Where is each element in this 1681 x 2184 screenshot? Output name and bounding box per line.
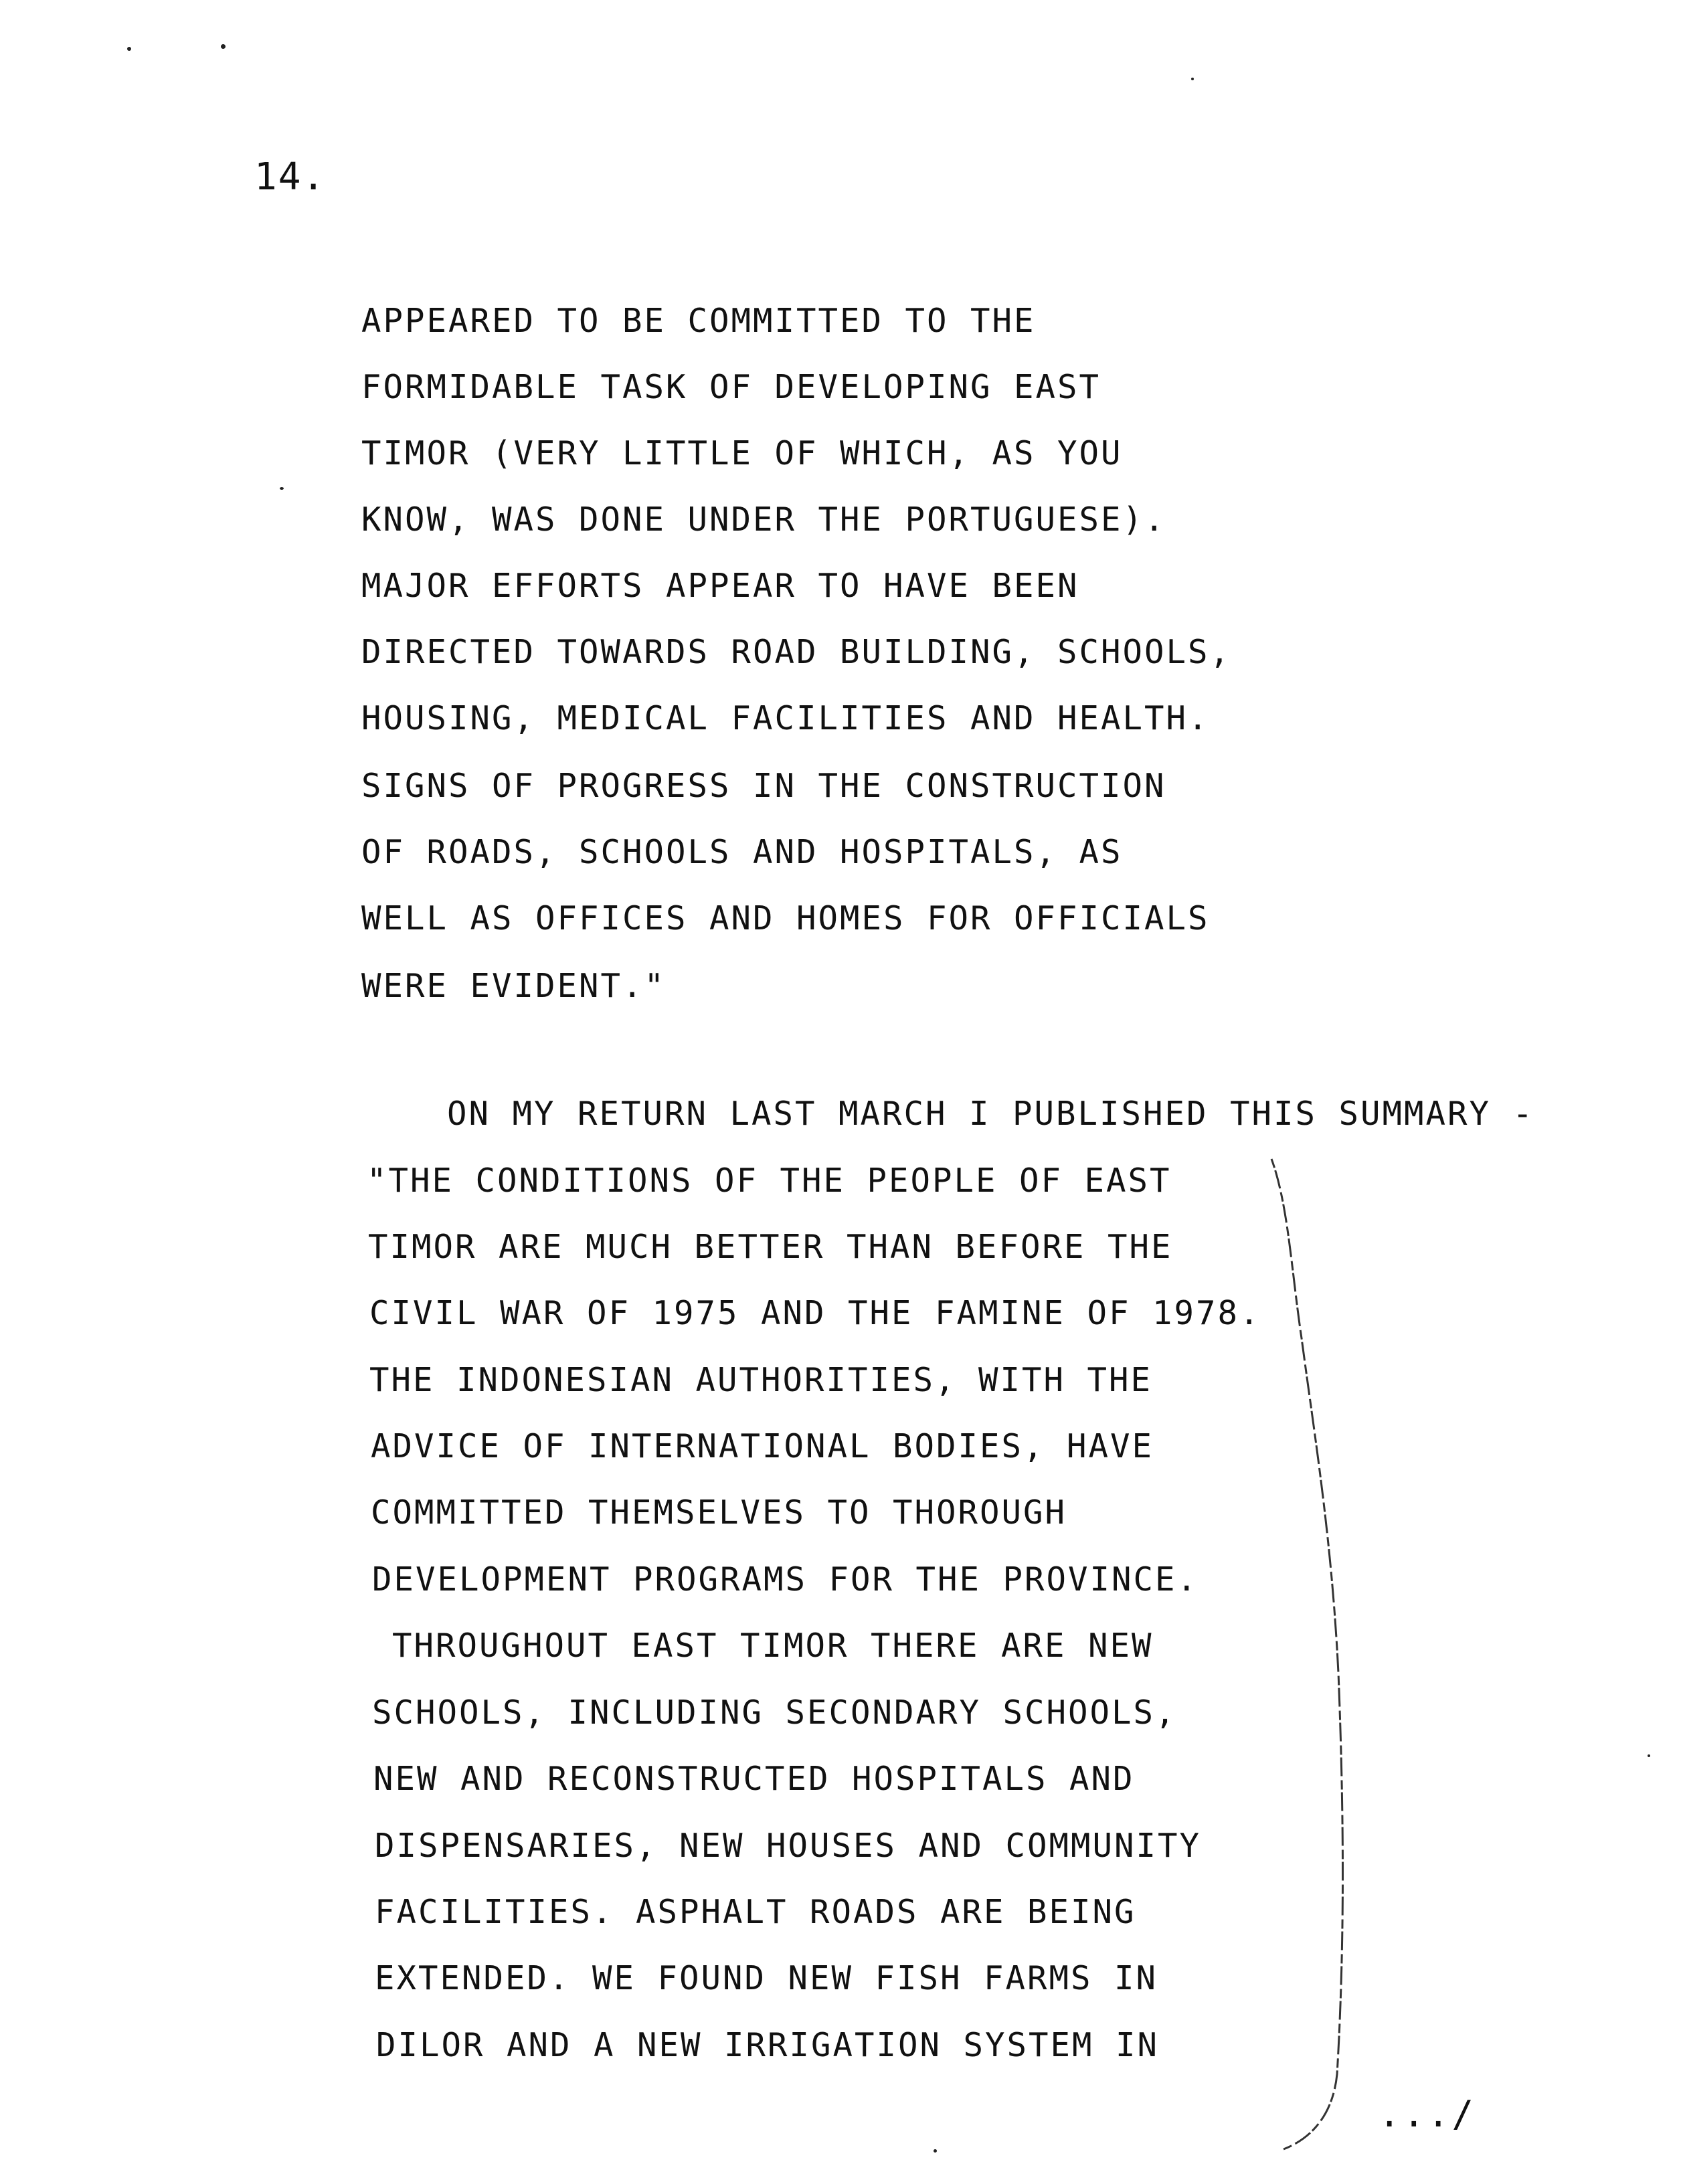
text-line: DILOR AND A NEW IRRIGATION SYSTEM IN [376, 2026, 1160, 2064]
text-line: FACILITIES. ASPHALT ROADS ARE BEING [375, 1893, 1136, 1931]
text-line: THROUGHOUT EAST TIMOR THERE ARE NEW [392, 1627, 1154, 1665]
text-line: WERE EVIDENT." [361, 967, 667, 1005]
text-line: DIRECTED TOWARDS ROAD BUILDING, SCHOOLS, [361, 633, 1232, 671]
text-line: SCHOOLS, INCLUDING SECONDARY SCHOOLS, [372, 1694, 1177, 1732]
text-line: DEVELOPMENT PROGRAMS FOR THE PROVINCE. [372, 1560, 1199, 1599]
text-line: DISPENSARIES, NEW HOUSES AND COMMUNITY [375, 1827, 1202, 1865]
text-line: NEW AND RECONSTRUCTED HOSPITALS AND [373, 1760, 1135, 1798]
text-line: COMMITTED THEMSELVES TO THOROUGH [371, 1493, 1067, 1532]
text-line: TIMOR (VERY LITTLE OF WHICH, AS YOU [361, 434, 1123, 472]
text-line: OF ROADS, SCHOOLS AND HOSPITALS, AS [361, 833, 1123, 871]
text-line: KNOW, WAS DONE UNDER THE PORTUGUESE). [361, 500, 1166, 539]
text-line: "THE CONDITIONS OF THE PEOPLE OF EAST [367, 1162, 1172, 1200]
text-line: HOUSING, MEDICAL FACILITIES AND HEALTH. [361, 699, 1210, 737]
text-line: SIGNS OF PROGRESS IN THE CONSTRUCTION [361, 767, 1166, 805]
text-line: WELL AS OFFICES AND HOMES FOR OFFICIALS [361, 899, 1210, 937]
page-number: 14. [254, 155, 327, 199]
text-line: ON MY RETURN LAST MARCH I PUBLISHED THIS SUMMARY - [447, 1095, 1535, 1133]
text-line: EXTENDED. WE FOUND NEW FISH FARMS IN [375, 1959, 1158, 1997]
text-line: CIVIL WAR OF 1975 AND THE FAMINE OF 1978. [369, 1294, 1261, 1332]
text-line: FORMIDABLE TASK OF DEVELOPING EAST [361, 368, 1101, 406]
text-line: TIMOR ARE MUCH BETTER THAN BEFORE THE [368, 1228, 1173, 1266]
text-line: ADVICE OF INTERNATIONAL BODIES, HAVE [371, 1427, 1154, 1465]
text-line: THE INDONESIAN AUTHORITIES, WITH THE [369, 1361, 1153, 1399]
text-line: APPEARED TO BE COMMITTED TO THE [361, 302, 1036, 340]
continuation-mark: .../ [1379, 2093, 1477, 2135]
text-line: MAJOR EFFORTS APPEAR TO HAVE BEEN [361, 567, 1079, 605]
